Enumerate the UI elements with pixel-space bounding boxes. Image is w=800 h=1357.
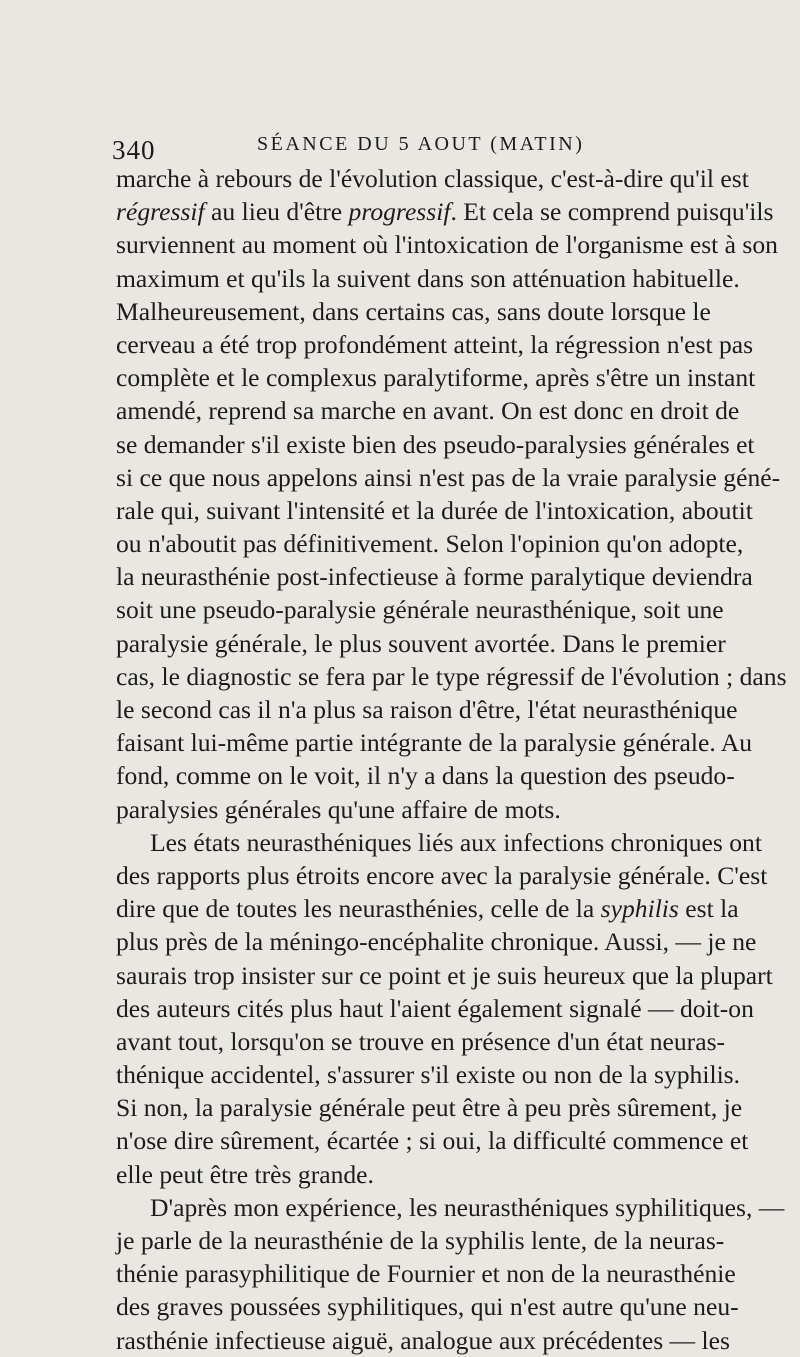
text-segment: est la	[678, 894, 739, 924]
body-text	[116, 162, 787, 1357]
text-line: complète et le complexus paralytiforme, après s'être un instant	[116, 363, 756, 393]
text-line: plus près de la méningo-encéphalite chronique. Aussi, — je ne	[116, 927, 757, 957]
text-line: D'après mon expérience, les neurasthéniques syphilitiques, —	[150, 1192, 785, 1222]
text-line: amendé, reprend sa marche en avant. On est donc en droit de	[116, 396, 740, 426]
text-line: si ce que nous appelons ainsi n'est pas de la vraie paralysie géné-	[116, 462, 781, 492]
running-head: SÉANCE DU 5 AOUT (MATIN)	[257, 133, 585, 155]
italic-term: progressif	[348, 197, 451, 227]
text-line: marche à rebours de l'évolution classique, c'est-à-dire qu'il est	[116, 164, 749, 193]
text-line: maximum et qu'ils la suivent dans son atténuation habituelle.	[116, 263, 740, 293]
text-line: cas, le diagnostic se fera par le type régressif de l'évolution ; dans	[116, 661, 787, 691]
text-segment: dire que de toutes les neurasthénies, celle de la	[116, 894, 601, 924]
text-line: Malheureusement, dans certains cas, sans doute lorsque le	[116, 296, 711, 326]
text-line: rale qui, suivant l'intensité et la durée de l'intoxication, aboutit	[116, 495, 753, 525]
text-line: n'ose dire sûrement, écartée ; si oui, la difficulté commence et	[116, 1126, 749, 1156]
text-line: Si non, la paralysie générale peut être à peu près sûrement, je	[116, 1093, 743, 1123]
text-line: fond, comme on le voit, il n'y a dans la question des pseudo-	[116, 761, 735, 791]
text-line: la neurasthénie post-infectieuse à forme paralytique deviendra	[116, 562, 753, 592]
text-line: faisant lui-même partie intégrante de la paralysie générale. Au	[116, 728, 753, 758]
text-line: je parle de la neurasthénie de la syphilis lente, de la neuras-	[116, 1226, 725, 1255]
text-line	[116, 892, 739, 925]
text-segment: . Et cela se comprend puisqu'ils	[450, 197, 774, 227]
text-line: se demander s'il existe bien des pseudo-paralysies générales et	[116, 429, 755, 459]
text-line: avant tout, lorsqu'on se trouve en présence d'un état neuras-	[116, 1026, 726, 1056]
text-line: des auteurs cités plus haut l'aient également signalé — doit-on	[116, 993, 754, 1023]
text-line: paralysies générales qu'une affaire de mots.	[116, 794, 561, 824]
text-line: Les états neurasthéniques liés aux infections chroniques ont	[150, 827, 762, 857]
text-line: paralysie générale, le plus souvent avortée. Dans le premier	[116, 628, 726, 658]
italic-term: régressif	[116, 197, 205, 227]
text-line: thénique accidentel, s'assurer s'il existe ou non de la syphilis.	[116, 1060, 741, 1090]
text-line: soit une pseudo-paralysie générale neurasthénique, soit une	[116, 595, 724, 625]
text-line	[116, 195, 774, 228]
text-line: des graves poussées syphilitiques, qui n'est autre qu'une neu-	[116, 1292, 739, 1322]
text-line: cerveau a été trop profondément atteint, la régression n'est pas	[116, 329, 754, 359]
text-line: rasthénie infectieuse aiguë, analogue aux précédentes — les	[116, 1325, 730, 1355]
text-line: des rapports plus étroits encore avec la paralysie générale. C'est	[116, 860, 768, 890]
text-line: elle peut être très grande.	[116, 1159, 374, 1189]
text-segment: au lieu d'être	[204, 197, 349, 227]
page-header	[112, 127, 712, 167]
text-line: saurais trop insister sur ce point et je suis heureux que la plupart	[116, 960, 773, 990]
italic-term: syphilis	[600, 894, 679, 924]
text-line: le second cas il n'a plus sa raison d'être, l'état neurasthénique	[116, 695, 738, 724]
text-line: surviennent au moment où l'intoxication de l'organisme est à son	[116, 230, 778, 260]
text-line: thénie parasyphilitique de Fournier et non de la neurasthénie	[116, 1259, 736, 1289]
text-line: ou n'aboutit pas définitivement. Selon l'opinion qu'on adopte,	[116, 529, 744, 559]
page-number: 340	[112, 135, 156, 165]
